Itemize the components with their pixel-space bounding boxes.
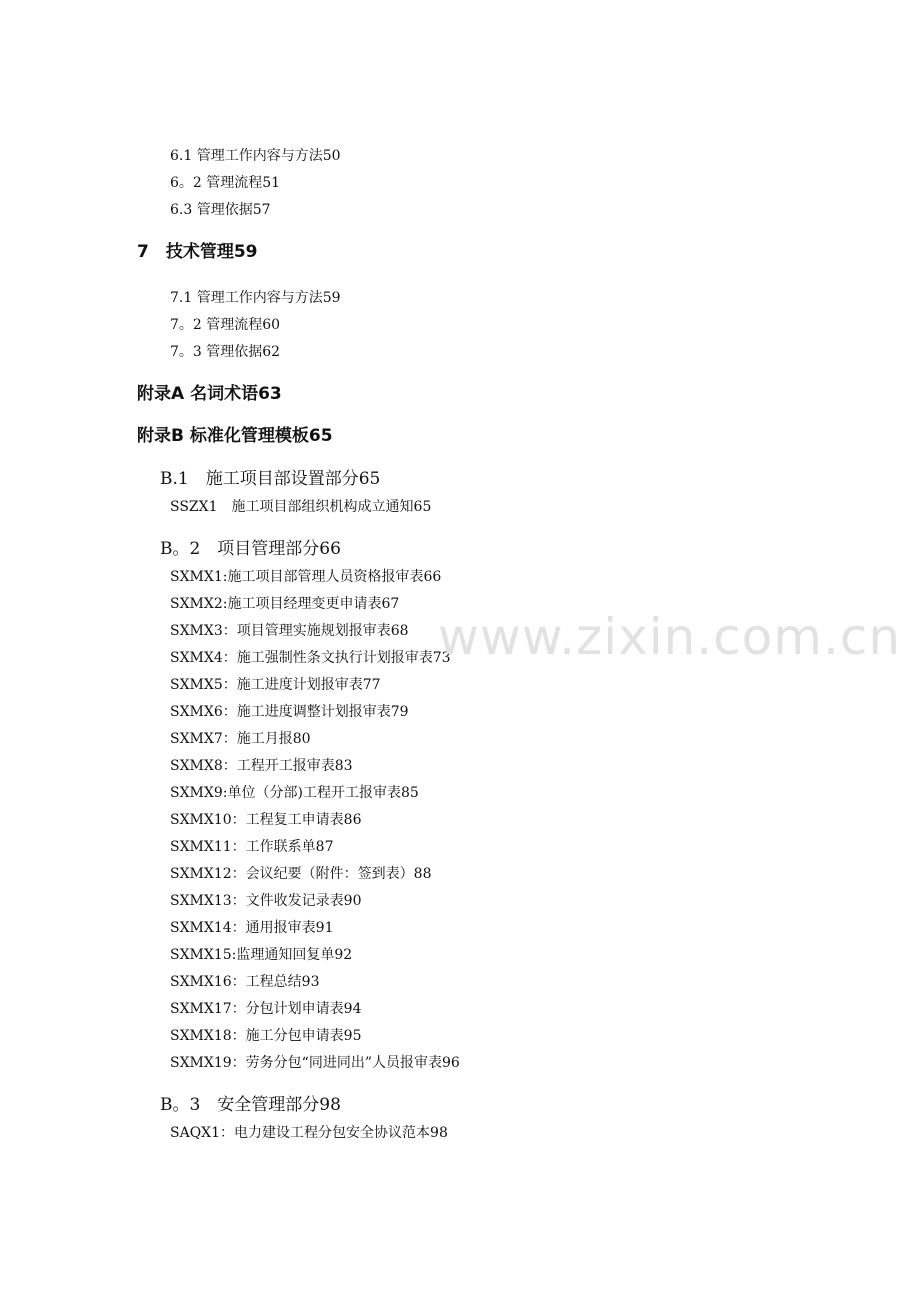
- toc-b3-item: SAQX1：电力建设工程分包安全协议范本98: [170, 1125, 448, 1141]
- toc-section-b2: B。2 项目管理部分66: [160, 539, 341, 559]
- toc-appendix-b: 附录B 标准化管理模板65: [137, 426, 333, 446]
- toc-b2-item: SXMX9:单位（分部)工程开工报审表85: [170, 785, 419, 801]
- toc-section-b3: B。3 安全管理部分98: [160, 1095, 341, 1115]
- toc-b2-item: SXMX1:施工项目部管理人员资格报审表66: [170, 569, 442, 585]
- toc-b2-item: SXMX10：工程复工申请表86: [170, 812, 362, 828]
- toc-b2-item: SXMX12：会议纪要（附件：签到表）88: [170, 866, 432, 882]
- toc-b2-item: SXMX18：施工分包申请表95: [170, 1028, 362, 1044]
- toc-b2-item: SXMX7：施工月报80: [170, 731, 311, 747]
- watermark: www.zixin.com.cn: [438, 608, 902, 666]
- toc-b2-item: SXMX5：施工进度计划报审表77: [170, 677, 381, 693]
- toc-b2-item: SXMX14：通用报审表91: [170, 920, 334, 936]
- toc-line-7-3: 7。3 管理依据62: [170, 344, 281, 360]
- toc-b2-item: SXMX13：文件收发记录表90: [170, 893, 362, 909]
- toc-b2-item: SXMX3：项目管理实施规划报审表68: [170, 623, 409, 639]
- toc-b2-item: SXMX2:施工项目经理变更申请表67: [170, 596, 400, 612]
- toc-b2-item: SXMX11：工作联系单87: [170, 839, 334, 855]
- toc-line-6-2: 6。2 管理流程51: [170, 175, 281, 191]
- toc-b2-item: SXMX17：分包计划申请表94: [170, 1001, 362, 1017]
- toc-line-7-1: 7.1 管理工作内容与方法59: [170, 290, 341, 306]
- toc-section-b1: B.1 施工项目部设置部分65: [160, 469, 381, 489]
- toc-b2-item: SXMX6：施工进度调整计划报审表79: [170, 704, 409, 720]
- toc-line-7-2: 7。2 管理流程60: [170, 317, 281, 333]
- toc-line-6-3: 6.3 管理依据57: [170, 202, 271, 218]
- toc-b1-item: SSZX1 施工项目部组织机构成立通知65: [170, 499, 432, 515]
- toc-b2-item: SXMX15:监理通知回复单92: [170, 947, 353, 963]
- toc-b2-item: SXMX4：施工强制性条文执行计划报审表73: [170, 650, 451, 666]
- toc-b2-item: SXMX8：工程开工报审表83: [170, 758, 353, 774]
- toc-line-6-1: 6.1 管理工作内容与方法50: [170, 148, 341, 164]
- toc-appendix-a: 附录A 名词术语63: [137, 384, 282, 404]
- toc-chapter-7: 7 技术管理59: [137, 242, 258, 262]
- toc-b2-item: SXMX19：劳务分包“同进同出”人员报审表96: [170, 1055, 460, 1071]
- toc-b2-item: SXMX16：工程总结93: [170, 974, 320, 990]
